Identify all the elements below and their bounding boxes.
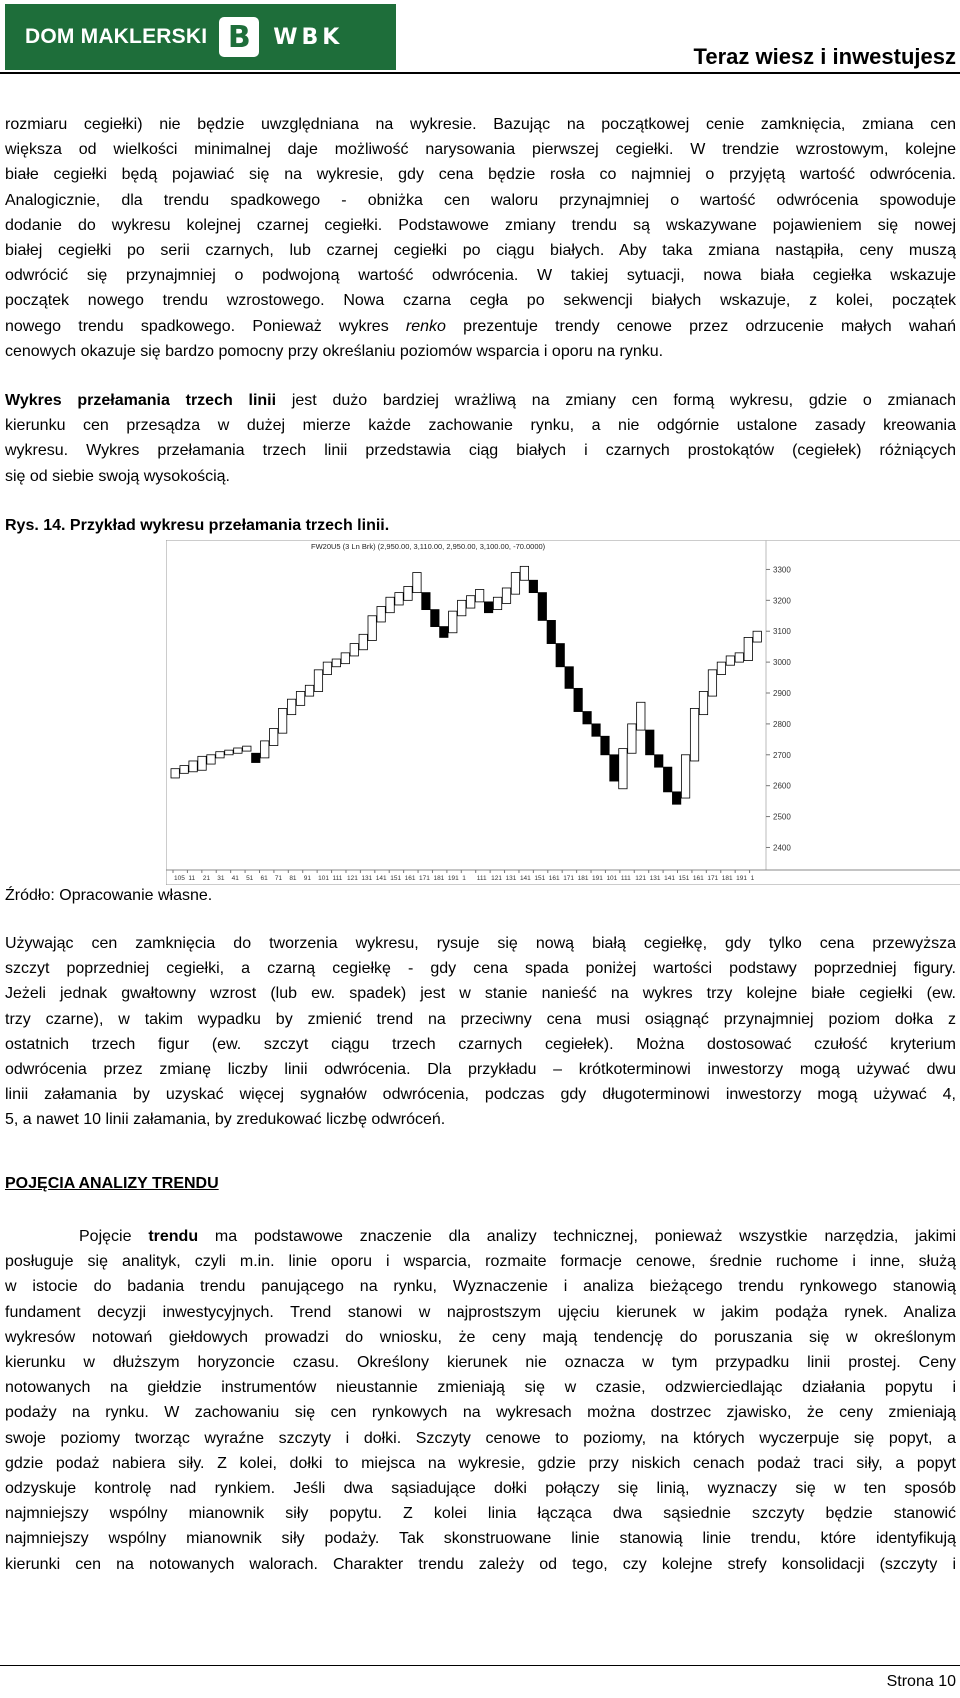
logo-wbk: WBK bbox=[273, 24, 344, 50]
text-line: kierunku w dłuższym horyzoncie czasu. Określony kierunek nie oznacza w tym przypadku linii prostej. Ceny bbox=[5, 1354, 956, 1372]
white-brick bbox=[234, 748, 242, 753]
text-line: notowanych na giełdzie instrumentów nieustannie zmieniają się w czasie, odzwierciedlając działania popytu i bbox=[5, 1379, 956, 1397]
x-tick-label: 111 bbox=[620, 875, 631, 882]
x-tick-label: 171 bbox=[563, 875, 575, 882]
white-brick bbox=[502, 588, 510, 603]
text-line bbox=[5, 314, 956, 339]
white-brick bbox=[305, 685, 313, 696]
white-brick bbox=[404, 586, 412, 600]
text-fragment: nowego trendu spadkowego. Ponieważ wykres bbox=[5, 317, 406, 335]
black-brick bbox=[440, 627, 448, 638]
text-line: wykresu. Wykres przełamania trzech linii przedstawia ciąg białych i czarnych prostokątów (cegiełek) różniących bbox=[5, 442, 956, 460]
white-brick bbox=[296, 691, 304, 705]
black-brick bbox=[538, 593, 546, 621]
x-tick-label: 151 bbox=[534, 875, 546, 882]
black-brick bbox=[484, 602, 492, 613]
white-brick bbox=[735, 653, 743, 662]
white-brick bbox=[270, 729, 278, 746]
text-line: swoje poziomy tworząc wyraźne szczyty i dołki. Szczyty cenowe to poziomy, na których wyczerpuje się popyt, a bbox=[5, 1429, 956, 1447]
x-tick-label: 151 bbox=[678, 875, 690, 882]
text-line: najmniejszy wspólny mianownik siły popytu. Z kolei linia łącząca dwa sąsiednie szczyty będzie stanowić bbox=[5, 1505, 956, 1523]
text-fragment: prezentuje trendy cenowe przez odrzucenie małych wahań bbox=[445, 317, 956, 335]
black-brick bbox=[431, 610, 439, 627]
white-brick bbox=[314, 670, 322, 692]
text-line: 5, a nawet 10 linii załamania, by zredukować liczbę odwróceń. bbox=[5, 1111, 446, 1129]
text-line: podaży na rynku. W zachowaniu się cen rynkowych na wykresach można dostrzec zjawisko, że ceny zmieniają bbox=[5, 1404, 956, 1422]
white-brick bbox=[341, 653, 349, 664]
x-tick-label: 91 bbox=[303, 875, 311, 882]
text-line: odwrócić się przynajmniej o podwojoną wartość odwrócenia. W takiej sytuacji, nowa biała cegiełka wskazuje bbox=[5, 267, 956, 285]
x-tick-label: 131 bbox=[361, 875, 373, 882]
black-brick bbox=[556, 644, 564, 667]
white-brick bbox=[243, 746, 251, 751]
x-tick-label: 101 bbox=[606, 875, 618, 882]
x-tick-label: 191 bbox=[592, 875, 603, 882]
white-brick bbox=[323, 662, 331, 674]
black-brick bbox=[529, 580, 537, 592]
figure-source: Źródło: Opracowanie własne. bbox=[5, 887, 213, 904]
y-tick-label: 2800 bbox=[773, 719, 791, 729]
text-fragment: ma podstawowe znaczenie dla analizy technicznej, ponieważ wszystkie narzędzia, jakimi bbox=[198, 1228, 956, 1245]
black-brick bbox=[664, 767, 672, 792]
x-tick-label: 21 bbox=[202, 875, 211, 882]
x-tick-label: 1 bbox=[750, 875, 755, 882]
x-tick-label: 41 bbox=[231, 875, 239, 882]
text-line: trzy czarne), w takim wypadku by zmienić trend na przeciwny cena musi osiągnąć przynajmniej poziom dołka z bbox=[5, 1010, 956, 1028]
white-brick bbox=[690, 708, 698, 761]
x-tick-label: 161 bbox=[692, 875, 704, 882]
x-tick-label: 121 bbox=[635, 875, 647, 882]
text-line: wykresów notowań giełdowych prowadzi do wniosku, że ceny mają tendencję do poruszania się w określonym bbox=[5, 1328, 956, 1346]
x-tick-label: 141 bbox=[519, 875, 531, 882]
chart-svg bbox=[166, 540, 960, 885]
chart-title: FW20U5 (3 Ln Brk) (2,950.00, 3,110.00, 2,950.00, 3,100.00, -70.0000) bbox=[311, 542, 546, 551]
x-tick-label: 161 bbox=[548, 875, 560, 882]
text-line: odzyskuje kontrolę nad rynkiem. Jeśli dwa sąsiadujące dołki połączy się linią, wyznaczy się w ten sposób bbox=[5, 1480, 956, 1498]
x-tick-label: 171 bbox=[707, 875, 719, 882]
white-brick bbox=[198, 756, 206, 770]
white-brick bbox=[377, 607, 385, 622]
paragraph-three-line-break bbox=[5, 388, 956, 489]
text-line: początek nowego trendu wzrostowego. Nowa czarna cegła po sekwencji białych wskazuje, z kolei, początek bbox=[5, 292, 956, 310]
white-brick bbox=[225, 750, 233, 755]
white-brick bbox=[681, 755, 689, 798]
y-tick-label: 3200 bbox=[773, 596, 791, 606]
x-tick-label: 141 bbox=[664, 875, 675, 882]
white-brick bbox=[511, 573, 519, 595]
text-fragment: Pojęcie bbox=[79, 1228, 149, 1245]
text-line: posługuje się analityk, czyli m.in. linie oporu i wsparcia, rozmaite formacje cenowe, średnie ruchome i inne, służą bbox=[5, 1253, 956, 1271]
y-tick-label: 2500 bbox=[773, 812, 791, 822]
white-brick bbox=[261, 741, 269, 758]
black-brick bbox=[672, 792, 680, 804]
logo-text: DOM MAKLERSKI bbox=[25, 25, 208, 48]
white-brick bbox=[475, 590, 483, 602]
y-tick-label: 3300 bbox=[773, 565, 791, 575]
x-tick-label: 105 bbox=[174, 875, 185, 882]
paragraph-renko bbox=[5, 112, 956, 364]
x-tick-label: 11 bbox=[188, 875, 196, 882]
y-tick-label: 3000 bbox=[773, 658, 791, 668]
x-tick-label: 131 bbox=[505, 875, 517, 882]
white-brick bbox=[180, 766, 188, 774]
white-brick bbox=[359, 634, 367, 649]
x-tick-label: 51 bbox=[246, 875, 254, 882]
x-tick-label: 61 bbox=[260, 875, 268, 882]
company-logo bbox=[5, 4, 396, 70]
text-line: Analogicznie, dla trendu spadkowego - obniżka cen waloru przynajmniej o wartość odwrócenia spowoduje bbox=[5, 191, 956, 209]
three-line-break-chart bbox=[166, 540, 960, 885]
text-line: Jeżeli jednak gwałtowny wzrost (lub ew. spadek) jest w stanie nanieść na wykres trzy kolejne białe cegiełki (ew. bbox=[5, 985, 956, 1003]
black-brick bbox=[592, 724, 600, 736]
black-brick bbox=[655, 755, 663, 767]
text-line: w istocie do badania trendu panującego na rynku, Wyznaczenie i analiza bieżącego trendu rynkowego stanowią bbox=[5, 1278, 956, 1296]
text-line: odwrócenia przez zmianę liczby linii odwrócenia. Dla przykładu – krótkoterminowi inwestorzy mogą używać dwu bbox=[5, 1061, 956, 1079]
black-brick bbox=[422, 593, 430, 610]
white-brick bbox=[708, 670, 716, 696]
white-brick bbox=[699, 691, 707, 714]
text-line: ostatnich trzech figur (ew. szczyt ciągu trzech czarnych cegiełek). Można dostosować czułość kryterium bbox=[5, 1035, 956, 1053]
white-brick bbox=[753, 631, 761, 642]
white-brick bbox=[350, 644, 358, 656]
text-line: najmniejszy wspólny mianownik siły podaży. Tak skonstruowane linie stanowią linie trendu, które identyfikują bbox=[5, 1530, 956, 1548]
white-brick bbox=[171, 769, 179, 778]
white-brick bbox=[368, 616, 376, 641]
white-brick bbox=[520, 566, 528, 580]
x-tick-label: 101 bbox=[318, 875, 330, 882]
paragraph-construction bbox=[5, 931, 956, 1133]
bold-term: Wykres przełamania trzech linii bbox=[5, 392, 277, 409]
x-tick-label: 131 bbox=[649, 875, 661, 882]
x-tick-label: 171 bbox=[419, 875, 430, 882]
white-brick bbox=[216, 752, 224, 758]
header-divider bbox=[0, 72, 960, 74]
y-tick-label: 3100 bbox=[773, 627, 791, 637]
black-brick bbox=[252, 753, 260, 762]
white-brick bbox=[395, 593, 403, 605]
x-tick-label: 111 bbox=[332, 875, 343, 882]
text-line: się od siebie swoją wysokością. bbox=[5, 467, 230, 485]
black-brick bbox=[610, 755, 618, 781]
black-brick bbox=[574, 688, 582, 711]
white-brick bbox=[332, 659, 340, 667]
x-tick-label: 191 bbox=[447, 875, 459, 882]
section-heading: POJĘCIA ANALIZY TRENDU bbox=[5, 1175, 219, 1192]
white-brick bbox=[493, 597, 501, 609]
text-line: białej cegiełki po serii czarnych, lub czarnej cegiełki po ciągu białych. Aby taka zmiana nastąpiła, ceny muszą bbox=[5, 242, 956, 260]
black-brick bbox=[583, 712, 591, 724]
logo-mark-icon: B bbox=[219, 17, 259, 57]
text-line: szczyt poprzedniej cegiełki, a czarną cegiełkę - gdy cena spada poniżej wartości podstawy poprzedniej figury. bbox=[5, 960, 956, 978]
y-tick-label: 2400 bbox=[773, 843, 791, 853]
x-tick-label: 151 bbox=[390, 875, 402, 882]
x-tick-label: 191 bbox=[736, 875, 748, 882]
y-tick-label: 2600 bbox=[773, 781, 791, 791]
white-brick bbox=[637, 702, 645, 730]
x-tick-label: 121 bbox=[491, 875, 502, 882]
black-brick bbox=[646, 730, 654, 755]
white-brick bbox=[413, 573, 421, 593]
x-tick-label: 111 bbox=[476, 875, 487, 882]
x-tick-label: 141 bbox=[375, 875, 387, 882]
x-tick-label: 81 bbox=[289, 875, 297, 882]
white-brick bbox=[717, 662, 725, 674]
text-line: cenowych okazuje się bardzo pomocny przy określaniu poziomów wsparcia i oporu na rynku. bbox=[5, 342, 664, 360]
text-line: kierunku cen przesądza w dużej mierze każde zachowanie rynku, a nie odgórnie ustalone zasady kreowania bbox=[5, 417, 956, 435]
white-brick bbox=[207, 755, 215, 764]
x-tick-label: 161 bbox=[404, 875, 416, 882]
x-tick-label: 1 bbox=[462, 875, 466, 882]
x-tick-label: 121 bbox=[346, 875, 358, 882]
text-line: białe cegiełki będą pojawiać się na wykresie, gdy cena będzie rosła co najmniej o przyjętą wartość odwrócenia. bbox=[5, 166, 956, 184]
white-brick bbox=[628, 724, 636, 753]
white-brick bbox=[278, 708, 286, 733]
white-brick bbox=[744, 637, 752, 660]
x-tick-label: 181 bbox=[433, 875, 445, 882]
black-brick bbox=[601, 736, 609, 755]
black-brick bbox=[547, 620, 555, 643]
x-tick-label: 31 bbox=[217, 875, 225, 882]
white-brick bbox=[467, 596, 475, 608]
white-brick bbox=[619, 749, 627, 789]
text-line bbox=[5, 388, 956, 413]
text-line: linii załamania by uzyskać więcej sygnałów odwrócenia, podczas gdy długoterminowi inwestorzy mogą używać 4, bbox=[5, 1086, 956, 1104]
bold-term: trendu bbox=[148, 1228, 199, 1245]
text-fragment: jest dużo bardziej wrażliwą na zmiany cen formą wykresu, gdzie o zmianach bbox=[276, 392, 956, 409]
white-brick bbox=[386, 597, 394, 612]
text-line: rozmiaru cegiełki) nie będzie uwzględniana na wykresie. Bazując na początkowej cenie zamknięcia, zmiana cen bbox=[5, 116, 956, 133]
x-tick-label: 181 bbox=[721, 875, 733, 882]
text-line: większa od wielkości minimalnej daje możliwość narysowania pierwszej cegiełki. W trendzie wzrostowym, kolejne bbox=[5, 141, 956, 159]
italic-term: renko bbox=[405, 317, 446, 335]
black-brick bbox=[565, 667, 573, 689]
white-brick bbox=[449, 611, 457, 633]
page-header bbox=[0, 0, 960, 74]
white-brick bbox=[726, 656, 734, 665]
text-line: fundament decyzji inwestycyjnych. Trend stanowi w najprostszym ujęciu kierunek w jakim podąża rynek. Analiza bbox=[5, 1303, 956, 1321]
paragraph-trend bbox=[5, 1224, 956, 1577]
page-number: Strona 10 bbox=[886, 1673, 956, 1690]
text-line: dodanie do wykresu kolejnej czarnej cegiełki. Podstawowe zmiany trendu są wskazywane pojawieniem się nowej bbox=[5, 216, 956, 234]
x-tick-label: 181 bbox=[577, 875, 589, 882]
figure-caption: Rys. 14. Przykład wykresu przełamania trzech linii. bbox=[5, 517, 390, 534]
text-line bbox=[5, 1224, 956, 1249]
header-tagline: Teraz wiesz i inwestujesz bbox=[693, 44, 956, 69]
text-line: Używając cen zamknięcia do tworzenia wykresu, rysuje się nową białą cegiełkę, gdy tylko cena przewyższa bbox=[5, 935, 956, 952]
text-line: kierunki cen na notowanych walorach. Charakter trendu zależy od tego, czy kolejne strefy konsolidacji (szczyty i bbox=[5, 1555, 956, 1573]
x-tick-label: 71 bbox=[274, 875, 283, 882]
white-brick bbox=[287, 699, 295, 714]
y-tick-label: 2900 bbox=[773, 689, 791, 699]
y-tick-label: 2700 bbox=[773, 750, 791, 760]
white-brick bbox=[189, 761, 197, 772]
white-brick bbox=[458, 600, 466, 615]
footer-divider bbox=[0, 1665, 960, 1666]
text-line: gdzie podaż nabiera siły. Z kolei, dołki to miejsca na wykresie, gdzie przy niskich cenach podaż traci siły, a popyt bbox=[5, 1454, 956, 1472]
